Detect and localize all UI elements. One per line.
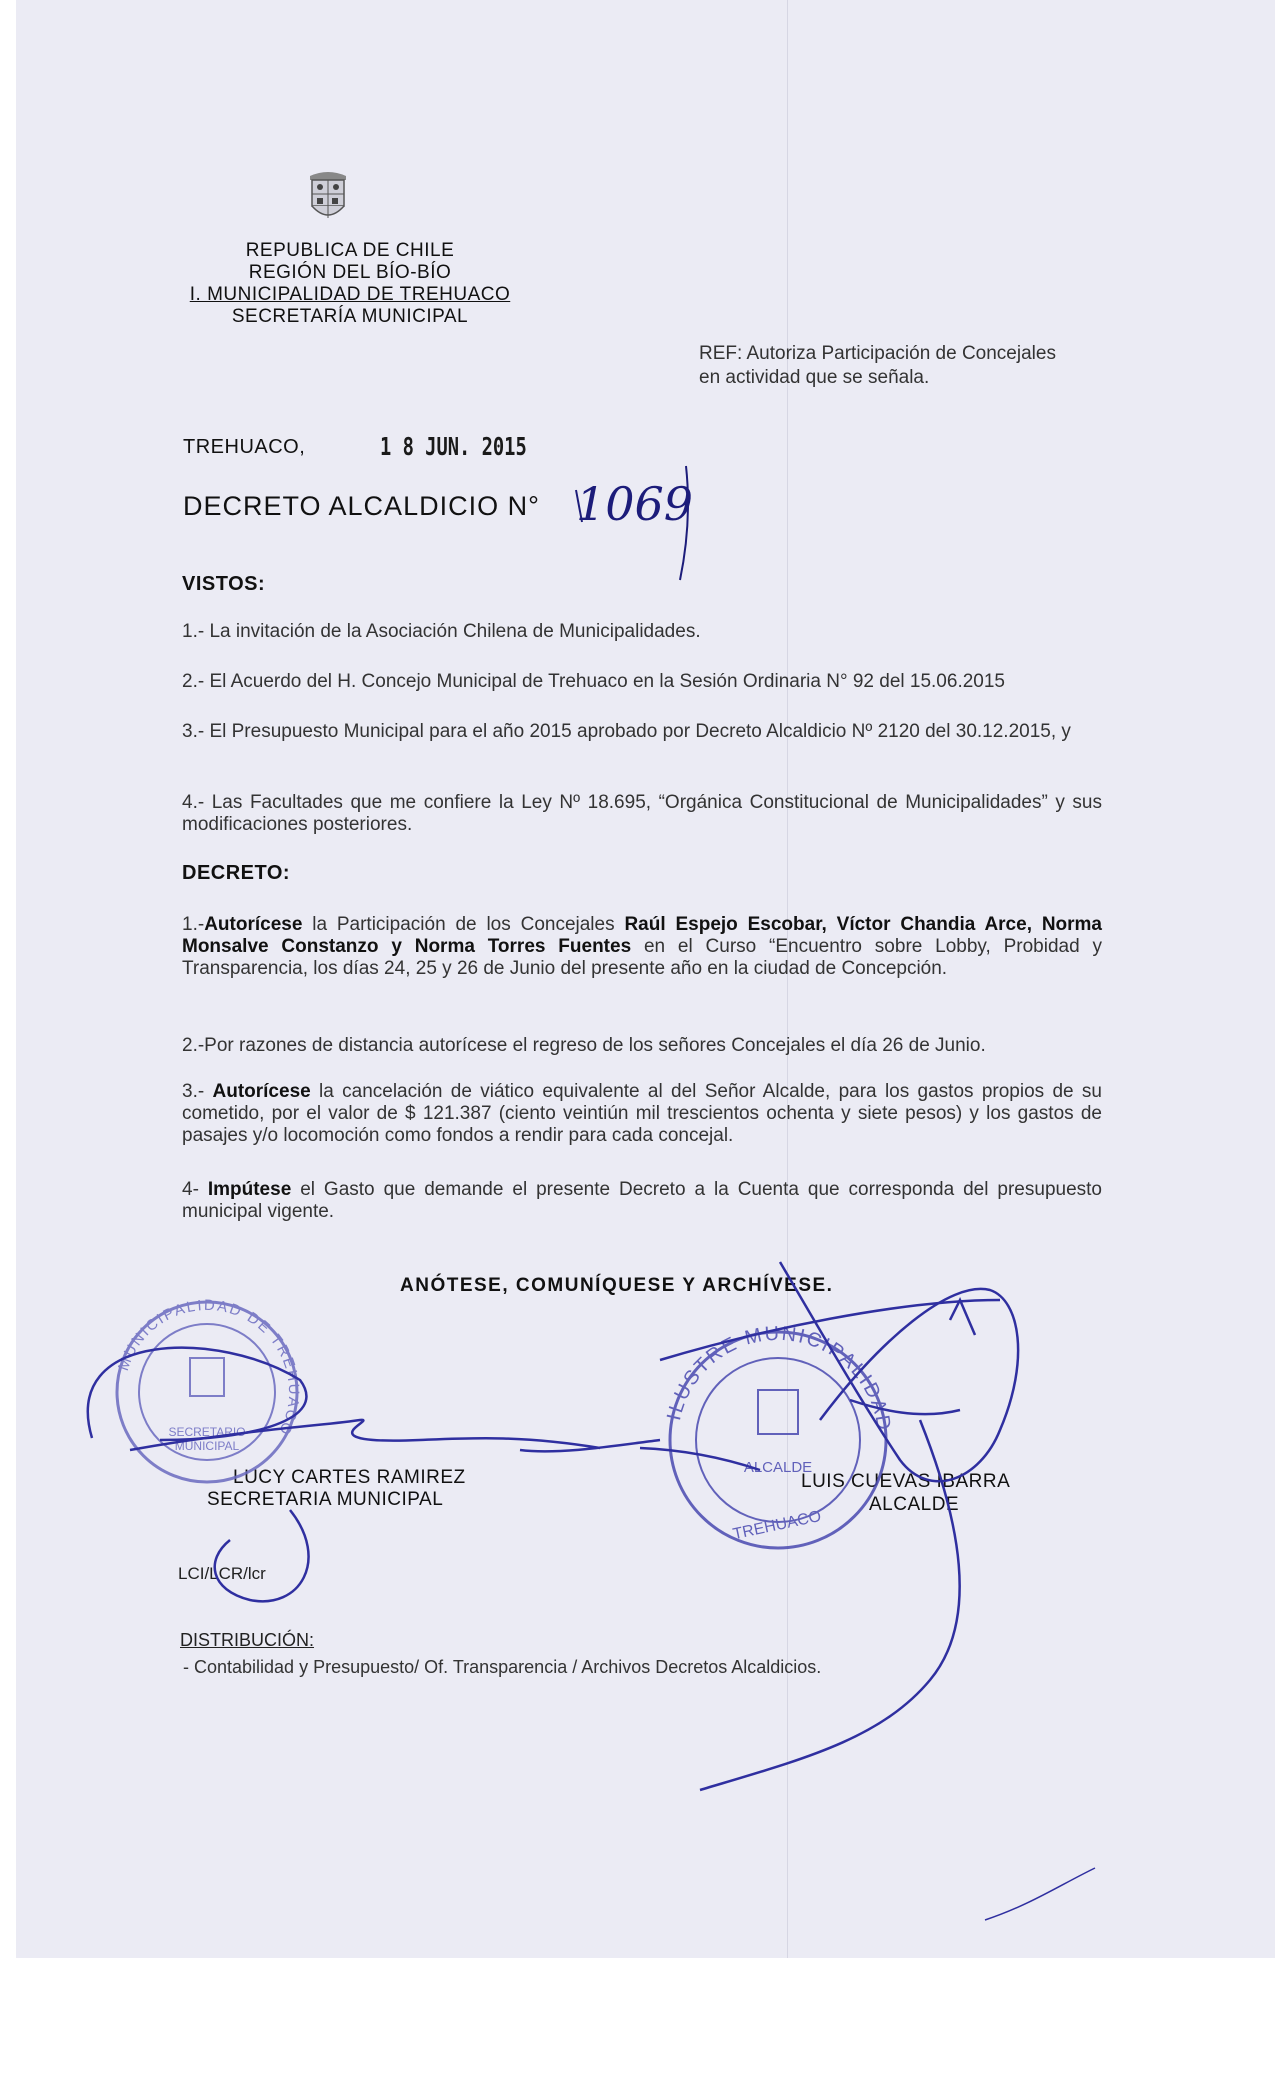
institution-header	[150, 240, 550, 328]
right-stamp-center: ALCALDE	[743, 1459, 813, 1476]
typist-initials: LCI/LCR/lcr	[178, 1564, 266, 1583]
decreto-item-1-text-b: en el Curso “Encuentro sobre Lobby, Probidad y Transparencia, los días 24, 25 y 26 de Junio del presente año en la ciudad de Concepción.	[182, 936, 1103, 979]
vistos-item-1: 1.- La invitación de la Asociación Chilena de Municipalidades.	[182, 621, 701, 642]
decreto-item-4-verb: Impútese	[207, 1179, 292, 1200]
header-municipality: I. MUNICIPALIDAD DE TREHUACO	[189, 284, 511, 305]
decreto-item-3	[182, 1081, 1102, 1147]
decreto-item-1-names: Raúl Espejo Escobar, Víctor Chandia Arce, Norma Monsalve Constanzo y Norma Torres Fuentes	[182, 914, 1102, 957]
vistos-heading: VISTOS:	[182, 573, 266, 595]
decreto-item-1	[182, 914, 1102, 980]
decreto-item-1-verb: Autorícese	[204, 914, 303, 935]
vistos-item-2: 2.- El Acuerdo del H. Concejo Municipal de Trehuaco en la Sesión Ordinaria N° 92 del 15.06.2015	[182, 671, 1005, 692]
place-label: TREHUACO,	[183, 436, 306, 458]
right-stamp-bottom: TREHUACO	[731, 1507, 823, 1544]
reference-block	[699, 342, 1129, 390]
closing-formula: ANÓTESE, COMUNÍQUESE Y ARCHÍVESE.	[400, 1275, 834, 1296]
vistos-item-3: 3.- El Presupuesto Municipal para el año 2015 aprobado por Decreto Alcaldicio Nº 2120 del 30.12.2015, y	[182, 721, 1071, 742]
decree-number: 1069	[576, 477, 694, 531]
ref-text-2: en actividad que se señala.	[699, 367, 930, 388]
decreto-item-1-text-a: la Participación de los Concejales	[302, 914, 625, 935]
right-stamp-ring-text: ILUSTRE MUNICIPALIDAD	[663, 1322, 895, 1434]
header-region: REGIÓN DEL BÍO-BÍO	[248, 262, 452, 283]
ref-label: REF	[699, 343, 737, 364]
vistos-item-4: 4.- Las Facultades que me confiere la Ley Nº 18.695, “Orgánica Constitucional de Municipalidades” y sus modificaciones posteriores.	[182, 792, 1102, 835]
mayor-name: LUIS CUEVAS IBARRA	[801, 1471, 1011, 1492]
left-stamp-ring-text: MUNICIPALIDAD DE TREHUACO	[114, 1296, 303, 1439]
coat-of-arms-icon	[306, 168, 350, 224]
header-department: SECRETARÍA MUNICIPAL	[231, 306, 469, 327]
decreto-item-3-verb: Autorícese	[212, 1081, 311, 1102]
decreto-item-2: 2.-Por razones de distancia autorícese el regreso de los señores Concejales el día 26 de Junio.	[182, 1035, 986, 1056]
decreto-heading: DECRETO:	[182, 862, 291, 884]
left-stamp-center-2: MUNICIPAL	[174, 1439, 240, 1453]
distribution-heading: DISTRIBUCIÓN:	[180, 1630, 315, 1650]
mayor-title: ALCALDE	[869, 1494, 960, 1515]
ref-text-1: : Autoriza Participación de Concejales	[737, 343, 1056, 364]
decree-title: DECRETO ALCALDICIO N°	[183, 491, 540, 521]
distribution-text: - Contabilidad y Presupuesto/ Of. Transparencia / Archivos Decretos Alcaldicios.	[183, 1657, 822, 1677]
left-stamp-center-1: SECRETARIO	[168, 1425, 246, 1439]
decreto-item-1-num: 1.-	[182, 914, 205, 935]
decreto-item-4-text: el Gasto que demande el presente Decreto a la Cuenta que corresponda del presupuesto municipal vigente.	[182, 1179, 1102, 1222]
handwritten-decree-number	[568, 462, 708, 582]
decreto-item-3-text: la cancelación de viático equivalente al del Señor Alcalde, para los gastos propios de su cometido, por el valor de $ 121.387 (ciento veintiún mil trescientos ochenta y siete pesos) y los gastos de pasajes y/o locomoción como fondos a rendir para cada concejal.	[182, 1081, 1102, 1146]
header-country: REPUBLICA DE CHILE	[245, 240, 455, 261]
decreto-item-4-num: 4-	[182, 1179, 208, 1200]
date-stamp: 1 8 JUN. 2015	[380, 432, 527, 461]
secretary-title: SECRETARIA MUNICIPAL	[207, 1489, 444, 1510]
decreto-item-3-num: 3.-	[182, 1081, 213, 1102]
decreto-item-4	[182, 1179, 1102, 1223]
secretary-name: LUCY CARTES RAMIREZ	[233, 1467, 466, 1488]
